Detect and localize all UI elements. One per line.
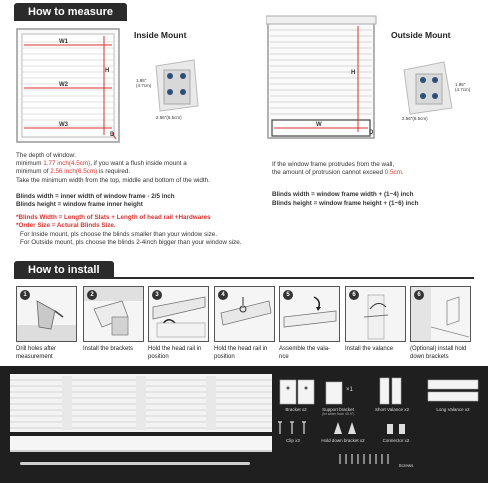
bracket-parts-image	[278, 378, 316, 408]
clip-parts-image	[276, 420, 310, 438]
depth-line-1: minimum 1.77 inch(4.5cm), if you want a flush inside mount a	[16, 160, 187, 168]
inside-advice: For Inside mount, pls choose the blinds smaller than your window size.	[20, 230, 218, 238]
blinds-bundle-image	[10, 374, 272, 432]
long-valance-label: Long Valance x2	[436, 407, 470, 412]
outside-mount-title: Outside Mount	[391, 30, 451, 40]
inside-formula-height: Blinds height = window frame inner height	[16, 201, 143, 209]
install-step-6	[345, 286, 406, 342]
outside-w-label: W	[316, 122, 322, 128]
screws-image	[336, 452, 396, 466]
protrude-line-1: If the window frame protrudes from the wall,	[272, 161, 395, 168]
outside-mount-instructions	[272, 161, 472, 208]
install-step-7	[410, 286, 471, 342]
measure-header: How to measure	[14, 3, 127, 21]
inside-d-label: D	[110, 132, 115, 138]
inside-mount-title: Inside Mount	[134, 30, 187, 40]
depth-line-2: minimum of 2.56 inch(6.5cm) is required.	[16, 168, 131, 176]
support-bracket-image	[322, 378, 346, 408]
step-number: 3	[152, 290, 162, 300]
blinds-width-note: *Blinds Width = Length of Slats + Length of head rail +Hardwares	[16, 214, 211, 222]
support-bracket-count: ×1	[346, 387, 353, 393]
screws-label: Screws	[398, 463, 414, 468]
install-step-2	[83, 286, 144, 342]
order-size-note: *Order Size = Actural Blinds Size.	[16, 222, 116, 230]
install-step-4	[214, 286, 275, 342]
step-number: 2	[87, 290, 97, 300]
protrude-line-2: the amount of protrusion cannot exceed 0.5cm.	[272, 169, 404, 177]
inside-w3-label: W3	[59, 122, 68, 128]
install-step-1	[16, 286, 77, 342]
step-7-caption: (Optional) install hold down brackets	[410, 346, 467, 360]
outside-formula-height: Blinds height = window frame height + (1~6) inch	[272, 199, 419, 207]
bracket-parts-label: Bracket x2	[285, 407, 307, 412]
connector-parts-image	[384, 420, 410, 438]
inside-dim-height: 1.85" (4.7cm)	[136, 78, 152, 88]
inside-bracket-illustration	[150, 58, 200, 113]
outside-bracket-illustration	[398, 58, 456, 116]
inside-dim-width: 2.56"(6.5cm)	[156, 115, 182, 120]
install-header: How to install	[14, 261, 114, 279]
step-number: 4	[218, 290, 228, 300]
support-bracket-label: Support bracket	[322, 407, 354, 412]
outside-d-label: D	[369, 130, 374, 136]
long-valance-image	[426, 376, 480, 406]
step-number: 5	[283, 290, 293, 300]
short-valance-image	[378, 376, 404, 406]
inside-formula-width: Blinds width = inner width of window frame - 2/5 inch	[16, 192, 175, 200]
clip-parts-label: Clip x3	[286, 438, 300, 443]
connector-parts-label: Connector x2	[382, 438, 410, 443]
step-1-caption: Drill holes after measurement	[16, 346, 57, 360]
outside-dim-height: 1.85" (4.7cm)	[455, 82, 471, 92]
inside-w1-label: W1	[59, 39, 68, 45]
inside-mount-instructions	[16, 152, 278, 247]
step-4-caption: Hold the head rail in position	[214, 346, 268, 360]
outside-advice: For Outside mount, pls choose the blinds 2-4inch bigger than your window size.	[20, 238, 242, 246]
outside-h-label: H	[351, 70, 356, 76]
install-header-line	[14, 277, 474, 279]
short-valance-label: Short Valance x2	[375, 407, 409, 412]
step-6-caption: Install the valance	[345, 346, 394, 352]
outside-mount-window-diagram	[266, 14, 378, 142]
step-2-caption: Install the brackets	[83, 346, 134, 352]
tilt-wand-image	[20, 462, 250, 465]
measure-header-line	[14, 19, 119, 21]
valance-rail-image	[10, 436, 272, 452]
depth-title: The depth of window:	[16, 152, 76, 159]
inside-mount-window-diagram	[16, 28, 120, 143]
step-5-caption: Assemble the vala- nce	[279, 346, 331, 360]
hold-down-bracket-label: Hold down bracket x2	[321, 438, 365, 443]
hold-down-bracket-image	[328, 420, 362, 438]
support-bracket-note: (for wider than 40.9")	[321, 412, 355, 416]
step-number: 1	[20, 290, 30, 300]
step-number: 6	[349, 290, 359, 300]
outside-dim-width: 2.56"(6.5cm)	[402, 116, 428, 121]
install-step-3	[148, 286, 209, 342]
step-number: 6	[414, 290, 424, 300]
inside-w2-label: W2	[59, 82, 68, 88]
inside-h-label: H	[105, 68, 110, 74]
install-step-5	[279, 286, 340, 342]
step-3-caption: Hold the head rail in position	[148, 346, 202, 360]
depth-line-3: Take the minimum width from the top, middle and bottom of the width.	[16, 176, 210, 184]
outside-formula-width: Blinds width = window frame width + (1~4) inch	[272, 191, 414, 199]
